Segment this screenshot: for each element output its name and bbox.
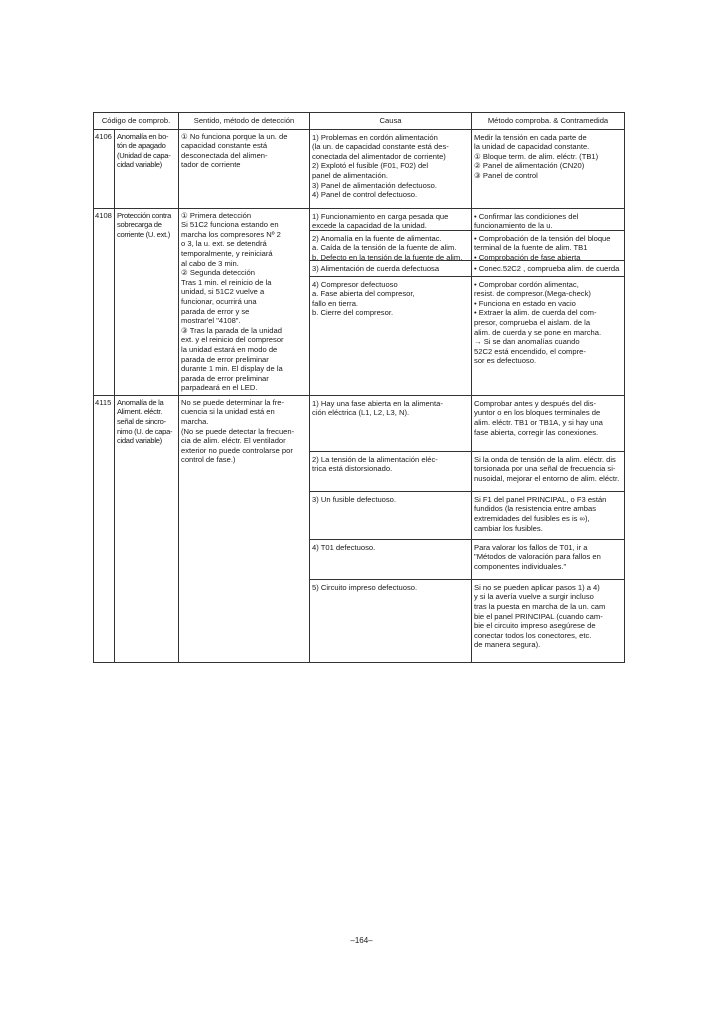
detection-method	[179, 208, 310, 395]
code-name-line: tón de apagado	[117, 141, 166, 151]
countermeasure-line: sor es defectuoso.	[474, 356, 537, 366]
countermeasure-line: • Comprobar cordón alimentac,	[474, 279, 579, 289]
detection-line: parpadeará en el LED.	[181, 383, 258, 393]
cause-line: 4) Panel de control defectuoso.	[312, 190, 418, 200]
countermeasure-line: Medir la tensión en cada parte de	[474, 132, 587, 142]
countermeasure-line: bie el panel PRINCIPAL (cuando cam-	[474, 611, 603, 621]
countermeasure-line: 52C2 está encendido, el compre-	[474, 346, 586, 356]
countermeasure-line: presor, comprueba el aislam. de la	[474, 317, 591, 327]
countermeasure-line: fase abierta, corregir las conexiones.	[474, 427, 599, 437]
code-name-line: (Unidad de capa-	[117, 150, 171, 160]
detection-line: mostrar'el "4108".	[181, 316, 241, 326]
detection-line: unidad, si 51C2 vuelve a	[181, 287, 265, 297]
cause-line: 1) Funcionamiento en carga pesada que	[312, 211, 449, 221]
countermeasure-line: ② Panel de alimentación (CN20)	[474, 161, 585, 171]
detection-line: o 3, la u. ext. se detendrá	[181, 239, 267, 249]
check-code-name	[115, 129, 179, 208]
countermeasure-line: • Extraer la alim. de cuerda del com-	[474, 308, 597, 318]
cause-item	[310, 277, 471, 395]
countermeasure-line: • Conec.52C2 , comprueba alim. de cuerda	[474, 263, 620, 273]
code-name-line: Anomalía en bo-	[117, 131, 169, 141]
cause-line: excede la capacidad de la unidad.	[312, 221, 427, 231]
countermeasure-item	[472, 231, 624, 261]
check-code-number: 4106	[94, 129, 115, 208]
cause-line: trica está distorsionado.	[312, 464, 393, 474]
cause-item	[310, 261, 471, 277]
countermeasure-line: funcionamiento de la u.	[474, 221, 553, 231]
cause-cell	[310, 129, 472, 208]
cause-line: ción eléctrica (L1, L2, L3, N).	[312, 408, 410, 418]
cause-cell	[310, 208, 472, 395]
countermeasure-line: ① Bloque term. de alim. eléctr. (TB1)	[474, 151, 599, 161]
cause-line: b. Defecto en la tensión de la fuente de alim.	[312, 252, 463, 262]
code-name-line: Anomalía de la	[117, 397, 164, 407]
detection-method	[179, 129, 310, 208]
cause-line: 4) T01 defectuoso.	[312, 542, 376, 552]
detection-line: control de fase.)	[181, 455, 236, 465]
countermeasure-line: la unidad de capacidad constante.	[474, 142, 590, 152]
page-number: –164–	[350, 936, 373, 945]
detection-line: al cabo de 3 min.	[181, 258, 239, 268]
method-cell	[472, 129, 625, 208]
detection-method	[179, 395, 310, 662]
countermeasure-line: extremidades del fusibles es is ∞),	[474, 514, 590, 524]
cause-item	[310, 580, 471, 662]
countermeasure-item	[472, 492, 624, 540]
countermeasure-line: • Confirmar las condiciones del	[474, 211, 579, 221]
check-code-number: 4108	[94, 208, 115, 395]
countermeasure-line: • Comprobación de la tensión del bloque	[474, 233, 611, 243]
detection-line: temporalmente, y reiniciará	[181, 248, 273, 258]
cause-item	[310, 209, 471, 231]
detection-line: ② Segunda detección	[181, 268, 255, 278]
detection-line: desconectada del alimen-	[181, 150, 268, 160]
code-name-line: cidad variable)	[117, 160, 162, 170]
cause-line: 4) Compresor defectuoso	[312, 279, 398, 289]
countermeasure-line: → Si se dan anomalías cuando	[474, 337, 580, 347]
countermeasure-line: Comprobar antes y después del dis-	[474, 398, 597, 408]
cause-line: a. Fase abierta del compresor,	[312, 289, 415, 299]
detection-line: ① No funciona porque la un. de	[181, 131, 288, 141]
countermeasure-line: componentes individuales."	[474, 562, 567, 572]
detection-line: marcha los compresores Nº 2	[181, 229, 281, 239]
cause-line: 1) Problemas en cordón alimentación	[312, 132, 438, 142]
countermeasure-line: • Funciona en estado en vacio	[474, 298, 576, 308]
detection-line: parada de error preliminar	[181, 373, 269, 383]
countermeasure-item	[472, 277, 624, 395]
countermeasure-line: Si no se pueden aplicar pasos 1) a 4)	[474, 582, 600, 592]
countermeasure-line: "Métodos de valoración para fallos en	[474, 552, 601, 562]
detection-line: durante 1 min. El display de la	[181, 364, 283, 374]
error-code-table	[93, 112, 625, 663]
detection-line: Tras 1 min. el reinicio de la	[181, 277, 272, 287]
cause-line: 2) Explotó el fusible (F01, F02) del	[312, 161, 429, 171]
countermeasure-line: nusoidal, mejorar el entorno de alim. eléctr.	[474, 474, 620, 484]
countermeasure-item	[472, 540, 624, 580]
countermeasure-line: de manera segura).	[474, 640, 541, 650]
detection-line: (No se puede detectar la frecuen-	[181, 426, 295, 436]
detection-line: funcionar, ocurrirá una	[181, 296, 257, 306]
table-header-row	[94, 113, 625, 130]
check-code-number: 4115	[94, 395, 115, 662]
detection-line: ext. y el reinicio del compresor	[181, 335, 284, 345]
countermeasure-line: Para valorar los fallos de T01, ir a	[474, 542, 588, 552]
countermeasure-line: conectar todos los conectores, etc.	[474, 630, 592, 640]
detection-line: No se puede determinar la fre-	[181, 397, 285, 407]
table-row	[94, 395, 625, 662]
countermeasure-line: Si la onda de tensión de la alim. eléctr. dis	[474, 454, 616, 464]
code-name-line: nimo (U. de capa-	[117, 426, 173, 436]
cause-line: 2) Anomalía en la fuente de alimentac.	[312, 233, 442, 243]
cause-item	[310, 130, 471, 208]
detection-line: Si 51C2 funciona estando en	[181, 220, 279, 230]
countermeasure-line: Si F1 del panel PRINCIPAL, o F3 están	[474, 494, 607, 504]
cause-line: panel de alimentación.	[312, 170, 389, 180]
countermeasure-item	[472, 130, 624, 208]
header-check-code: Código de comprob.	[94, 113, 179, 130]
method-cell	[472, 395, 625, 662]
cause-item	[310, 231, 471, 261]
header-detection: Sentido, método de detección	[179, 113, 310, 130]
check-code-name	[115, 395, 179, 662]
cause-line: (la un. de capacidad constante está des-	[312, 142, 449, 152]
countermeasure-line: terminal de la fuente de alim. TB1	[474, 243, 588, 253]
countermeasure-line: resist. de compresor.(Mega-check)	[474, 289, 591, 299]
detection-line: capacidad constante está	[181, 141, 268, 151]
countermeasure-line: tras la puesta en marcha de la un. cam	[474, 602, 606, 612]
countermeasure-line: torsionada por una señal de frecuencia si-	[474, 464, 616, 474]
cause-line: 3) Un fusible defectuoso.	[312, 494, 397, 504]
code-name-line: Protección contra	[117, 210, 171, 220]
code-name-line: sobrecarga de	[117, 220, 162, 230]
code-name-line: señal de sincro-	[117, 417, 166, 427]
detection-line: tador de corriente	[181, 160, 241, 170]
countermeasure-line: fundidos (la resistencia entre ambas	[474, 504, 597, 514]
countermeasure-line: bie el circuito impreso asegúrese de	[474, 621, 596, 631]
code-name-line: corriente (U. ext.)	[117, 229, 170, 239]
countermeasure-line: y si la avería vuelve a surgir incluso	[474, 592, 594, 602]
countermeasure-item	[472, 580, 624, 662]
detection-line: parada de error preliminar	[181, 354, 269, 364]
countermeasure-line: ③ Panel de control	[474, 170, 538, 180]
method-cell	[472, 208, 625, 395]
cause-line: fallo en tierra.	[312, 298, 359, 308]
cause-cell	[310, 395, 472, 662]
cause-line: 5) Circuito impreso defectuoso.	[312, 582, 418, 592]
table-row	[94, 129, 625, 208]
detection-line: marcha.	[181, 417, 209, 427]
detection-line: parada de error y se	[181, 306, 250, 316]
detection-line: cuencia si la unidad está en	[181, 407, 275, 417]
header-method: Método comproba. & Contramedida	[472, 113, 625, 130]
header-cause: Causa	[310, 113, 472, 130]
countermeasure-item	[472, 209, 624, 231]
countermeasure-line: • Comprobación de fase abierta	[474, 252, 581, 262]
detection-line: ① Primera detección	[181, 210, 252, 220]
countermeasure-line: cambiar los fusibles.	[474, 523, 543, 533]
code-name-line: Aliment. eléctr.	[117, 407, 163, 417]
countermeasure-item	[472, 396, 624, 452]
detection-line: exterior no puede controlarse por	[181, 445, 293, 455]
cause-line: conectada del alimentador de corriente)	[312, 151, 446, 161]
detection-line: cia de alim. eléctr. El ventilador	[181, 436, 286, 446]
cause-line: a. Caída de la tensión de la fuente de alim.	[312, 243, 457, 253]
cause-line: 3) Panel de alimentación defectuoso.	[312, 180, 437, 190]
cause-item	[310, 540, 471, 580]
countermeasure-item	[472, 261, 624, 277]
cause-line: b. Cierre del compresor.	[312, 308, 394, 318]
detection-line: la unidad estará en modo de	[181, 344, 278, 354]
countermeasure-line: yuntor o en los bloques terminales de	[474, 408, 601, 418]
table-row	[94, 208, 625, 395]
detection-line: ③ Tras la parada de la unidad	[181, 325, 282, 335]
countermeasure-line: alim. eléctr. TB1 or TB1A, y si hay una	[474, 418, 603, 428]
cause-line: 2) La tensión de la alimentación eléc-	[312, 454, 438, 464]
check-code-name	[115, 208, 179, 395]
countermeasure-item	[472, 452, 624, 492]
cause-line: 1) Hay una fase abierta en la alimenta-	[312, 398, 443, 408]
cause-item	[310, 452, 471, 492]
code-name-line: cidad variable)	[117, 436, 162, 446]
cause-item	[310, 492, 471, 540]
countermeasure-line: alim. de cuerda y se pone en marcha.	[474, 327, 602, 337]
cause-line: 3) Alimentación de cuerda defectuosa	[312, 263, 440, 273]
cause-item	[310, 396, 471, 452]
